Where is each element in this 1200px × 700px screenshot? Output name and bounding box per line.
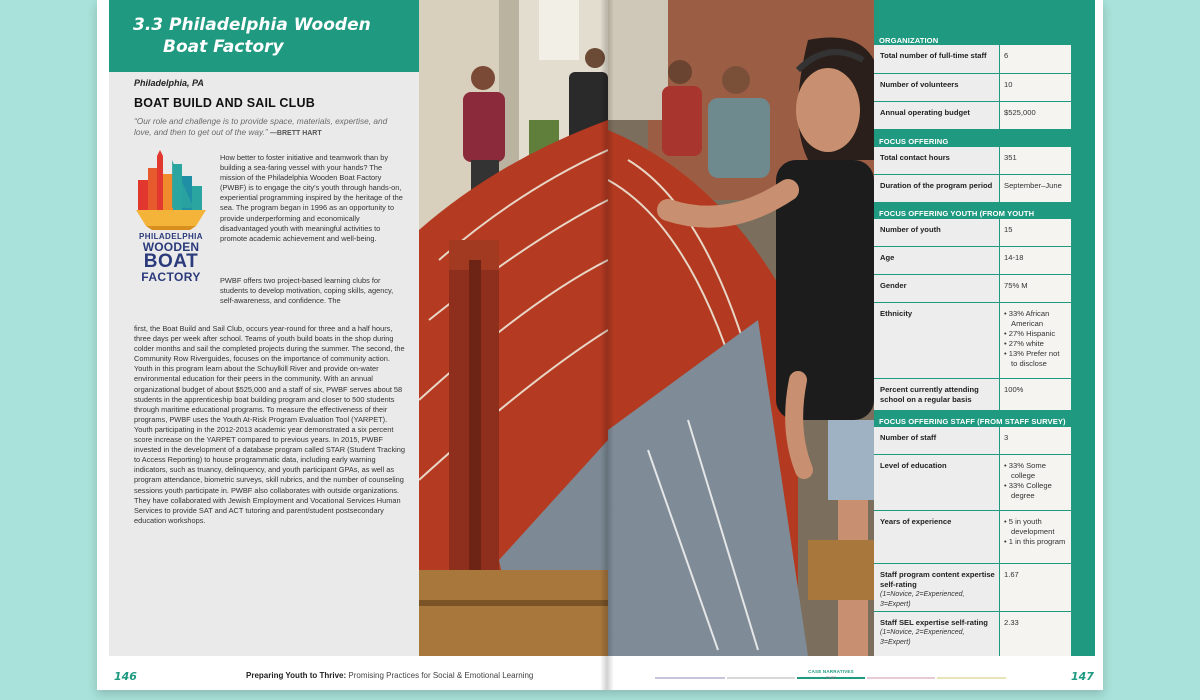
logo-line3: BOAT <box>143 251 199 272</box>
running-title-rest: Promising Practices for Social & Emotional Learning <box>346 671 534 680</box>
body-paragraph-1: How better to foster initiative and teamwork than by building a sea-faring vessel with your hands? The mission of the Philadelphia Wooden Boat Factory (PWBF) is to engage the city’s youth through hands-on, experiential programming inspired by the heritage of the sea. The program began in 1996 as an opportunity to provide underperforming and economically disadvantaged youth with meaningful activities to promote academic achievement and well-being. <box>220 153 403 243</box>
row-key: Total number of full-time staff <box>874 45 1000 73</box>
row-key <box>874 612 1000 656</box>
row-value: September–June <box>1000 175 1071 202</box>
program-name: BOAT BUILD AND SAIL CLUB <box>134 96 315 110</box>
table-row <box>874 612 1071 656</box>
row-value: 15 <box>1000 219 1071 246</box>
logo-line2: WOODEN <box>142 240 200 254</box>
list-item: • 1 in this program <box>1004 537 1067 547</box>
row-key-label: Staff program content expertise self-rating <box>880 570 995 589</box>
row-key: Ethnicity <box>874 303 1000 378</box>
table-row <box>874 45 1071 74</box>
page-number-left: 146 <box>114 670 137 683</box>
row-value: 6 <box>1000 45 1071 73</box>
nav-segment <box>867 677 935 679</box>
row-key: Years of experience <box>874 511 1000 563</box>
rating-scale-note: (1=Novice, 2=Experienced, 3=Expert) <box>880 629 965 646</box>
table-row <box>874 511 1071 564</box>
page-number-right: 147 <box>1071 670 1094 683</box>
table-row <box>874 564 1071 612</box>
heading-organization: ORGANIZATION <box>879 36 939 45</box>
row-value <box>1000 511 1071 563</box>
table-row <box>874 102 1071 130</box>
table-row <box>874 455 1071 511</box>
list-item: • 27% white <box>1004 339 1067 349</box>
row-value <box>1000 303 1071 378</box>
row-key: Total contact hours <box>874 147 1000 174</box>
section-title-line2: Boat Factory <box>163 37 284 57</box>
row-value: 2.33 <box>1000 612 1071 656</box>
row-value <box>1000 455 1071 510</box>
running-title-bold: Preparing Youth to Thrive: <box>246 671 347 680</box>
logo-line1: PHILADELPHIA <box>139 232 203 241</box>
quote-text: “Our role and challenge is to provide space, materials, expertise, and love, and then to get out of the way.” <box>134 116 388 137</box>
row-value: 1.67 <box>1000 564 1071 611</box>
row-value: 3 <box>1000 427 1071 454</box>
table-row <box>874 379 1071 411</box>
list-item: • 33% College degree <box>1004 481 1067 501</box>
experience-list <box>1004 517 1067 547</box>
row-value: 75% M <box>1000 275 1071 302</box>
table-row <box>874 219 1071 247</box>
row-key: Number of volunteers <box>874 74 1000 101</box>
table-row <box>874 74 1071 102</box>
table-row <box>874 275 1071 303</box>
row-key: Number of youth <box>874 219 1000 246</box>
row-key: Age <box>874 247 1000 274</box>
table-row <box>874 427 1071 455</box>
row-key: Gender <box>874 275 1000 302</box>
heading-focus-youth: FOCUS OFFERING YOUTH (FROM YOUTH <box>879 209 1035 218</box>
heading-focus-staff: FOCUS OFFERING STAFF (FROM STAFF SURVEY) <box>879 417 1066 426</box>
row-key: Percent currently attending school on a regular basis <box>874 379 1000 410</box>
table-row <box>874 147 1071 175</box>
running-title <box>246 671 533 680</box>
row-key <box>874 564 1000 611</box>
row-key-label: Staff SEL expertise self-rating <box>880 618 988 627</box>
row-key: Number of staff <box>874 427 1000 454</box>
pwbf-logo-text <box>130 232 212 283</box>
row-value: 14-18 <box>1000 247 1071 274</box>
book-gutter <box>600 0 614 690</box>
quote-author: —BRETT HART <box>269 130 322 137</box>
list-item: • 27% Hispanic <box>1004 329 1067 339</box>
row-value: 10 <box>1000 74 1071 101</box>
row-key: Annual operating budget <box>874 102 1000 129</box>
row-value: 351 <box>1000 147 1071 174</box>
table-row <box>874 303 1071 379</box>
rating-scale-note: (1=Novice, 2=Experienced, 3=Expert) <box>880 591 965 608</box>
list-item: • 13% Prefer not to disclose <box>1004 349 1067 369</box>
ethnicity-list <box>1004 309 1067 369</box>
location: Philadelphia, PA <box>134 78 204 88</box>
photo-right-half <box>608 0 874 656</box>
nav-segment <box>727 677 795 679</box>
list-item: • 33% African American <box>1004 309 1067 329</box>
row-value: $525,000 <box>1000 102 1071 129</box>
body-paragraph-2-continued: first, the Boat Build and Sail Club, occurs year-round for three and a half hours, three days per week after school. Teams of youth build boats in the shop during colder months and sail the completed projects during the summer. The second, the Community Row Riverguides, focuses on the importance of community action. Youth in this program learn about the Schuylkill River and provide on-water environmental education for their peers in the community. With an annual organizational budget of about $525,000 and a staff of six, PWBF serves about 58 students in the apprenticeship boat building program and closer to 500 students through maritime educational programs. To measure the effectiveness of their programs, PWBF uses the Youth At-Risk Program Evaluation Tool (YARPET). Youth participating in the 2012-2013 academic year demonstrated a six percent score increase on the YARPET compared to previous years. In 2015, PWBF invested in the development of a database program called STAR (Student Tracking to Access Reporting) to house programmatic data, including early warning indicators, such as truancy, delinquency, and youth participant GPAs, as well as program attendance, biometric surveys, skill rubrics, and the number of counseling sessions youth participate in. PWBF also collaborates with outside organizations. They have collaborated with Jewish Employment and Vocational Services Human Services to provide SAT and ACT tutoring and parent/student postsecondary education workshops. <box>134 324 406 525</box>
heading-focus-offering: FOCUS OFFERING <box>879 137 949 146</box>
table-row <box>874 247 1071 275</box>
nav-sublabel: PWBF <box>825 676 837 680</box>
pull-quote <box>134 116 406 139</box>
row-key: Level of education <box>874 455 1000 510</box>
nav-label: CASE NARRATIVES <box>808 669 854 674</box>
nav-segment <box>937 677 1006 679</box>
table-row <box>874 175 1071 203</box>
logo-line4: FACTORY <box>141 270 201 284</box>
row-key: Duration of the program period <box>874 175 1000 202</box>
section-title-line1: 3.3 Philadelphia Wooden <box>133 15 371 35</box>
row-value: 100% <box>1000 379 1071 410</box>
nav-segment <box>655 677 725 679</box>
body-paragraph-2-start: PWBF offers two project-based learning clubs for students to develop motivation, coping skills, agency, self-awareness, and confidence. The <box>220 276 394 306</box>
list-item: • 33% Some college <box>1004 461 1067 481</box>
photo-left-half <box>419 0 608 656</box>
list-item: • 5 in youth development <box>1004 517 1067 537</box>
section-title-band <box>109 0 420 72</box>
education-list <box>1004 461 1067 501</box>
